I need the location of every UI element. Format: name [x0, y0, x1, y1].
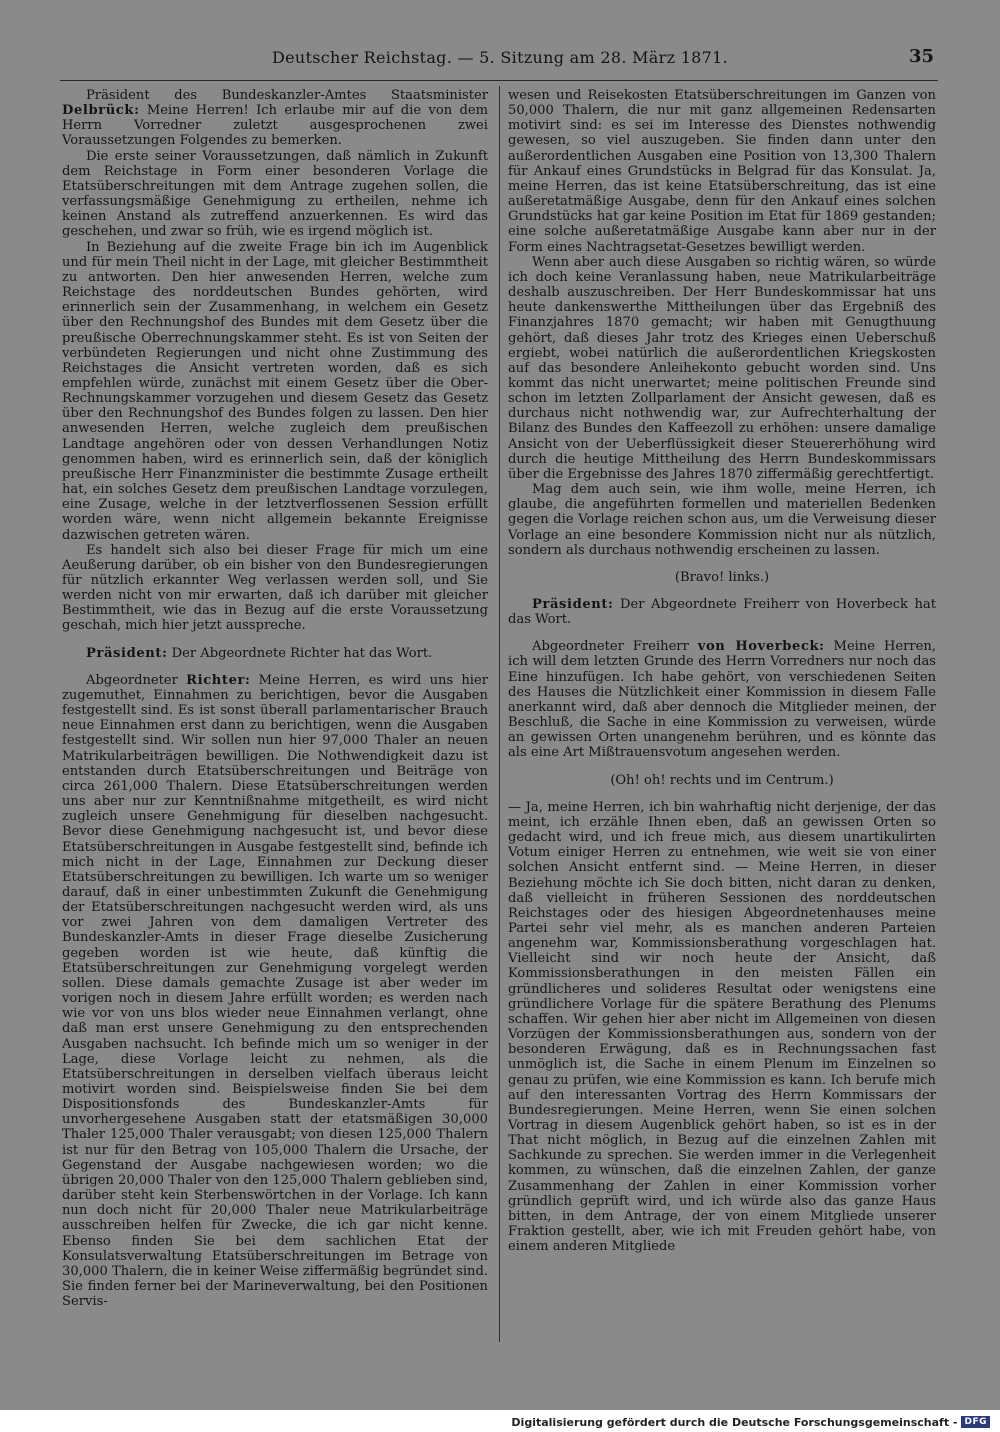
running-header — [60, 46, 940, 76]
paragraph-text: Der Abgeordnete Richter hat das Wort. — [167, 645, 433, 661]
paragraph-text: Es handelt sich also bei dieser Frage für mich um eine Aeußerung darüber, ob ein bisher von den Bundesregierungen für nützlich erkannter Weg verlassen werden soll, und Sie werden nicht von mir erwarten, daß ich darüber mit gleicher Bestimmtheit, wie das in Bezug auf die erste Voraussetzung geschah, mich hier jetzt ausspreche. — [62, 542, 488, 634]
speech-paragraph — [62, 88, 488, 149]
stage-direction — [508, 570, 936, 585]
speaker-name: Richter: — [186, 672, 251, 688]
paragraph — [508, 88, 936, 255]
paragraph-text: — Ja, meine Herren, ich bin wahrhaftig nicht derjenige, der das meint, ich erzähle Ihnen eben, daß an gewissen Orten so gedacht wird, und ich freue mich, aus diesem unartikulirten Votum einiger Herren zu entnehmen, wie weit sie von einer solchen Ansicht entfernt sind. — Meine Herren, in dieser Beziehung möchte ich Sie doch bitten, nicht daran zu denken, daß vielleicht in früheren Sessionen des norddeutschen Reichstages oder des hiesigen Abgeordnetenhauses meine Partei sehr viel mehr, als es manchen anderen Parteien angenehm war, Kommissionsberathung vorgeschlagen hat. Vielleicht sind wir noch heute der Ansicht, daß Kommissionsberathungen in den meisten Fällen ein gründlicheres und solideres Resultat oder wenigstens eine gründlichere Vorlage für die spätere Berathung des Plenums schaffen. Wir gehen hier aber nicht im Allgemeinen von diesen Vorzügen der Kommissionsberathungen aus, sondern von der besonderen Erwägung, daß es in Rechnungssachen fast unmöglich ist, die Sache in einem Plenum im Einzelnen so genau zu prüfen, wie eine Kommission es kann. Ich berufe mich auf den interessanten Vortrag des Herrn Kommissars der Bundesregierungen. Meine Herren, wenn Sie einen solchen Vortrag in diesem Augenblick gehört haben, so ist es in der That nicht möglich, in Bezug auf die einzelnen Zahlen mit Sachkunde zu sprechen. Sie werden immer in die Verlegenheit kommen, zu wünschen, daß die einzelnen Zahlen, der ganze Zusammenhang der Zahlen in einer Kommission vorher gründlich geprüft wird, und ich würde also das ganze Haus bitten, in dem Antrage, der von einem Mitgliede unserer Fraktion gestellt, aber, wie ich mit Freuden gehört habe, von einem anderen Mitgliede — [508, 799, 936, 1255]
paragraph-text: (Bravo! links.) — [674, 569, 770, 585]
paragraph-text: Die erste seiner Voraussetzungen, daß nämlich in Zukunft dem Reichstage in Form einer besonderen Vorlage die Etatsüberschreitungen mit dem Antrage zugehen sollen, die verfassungsmäßige Genehmigung zu ertheilen, nehme ich keinen Anstand als zutreffend anzuerkennen. Es wird das geschehen, und zwar so früh, wie es irgend möglich ist. — [62, 148, 488, 240]
paragraph-text: In Beziehung auf die zweite Frage bin ich im Augenblick und für mein Theil nicht in der Lage, mit gleicher Bestimmtheit zu antworten. Den hier anwesenden Herren, welche zum Reichstage des norddeutschen Bundes gehörten, wird erinnerlich sein der Zusammenhang, in welchem ein Gesetz über den Rechnungshof des Bundes mit dem Gesetz über die preußische Oberrechnungskammer steht. Es ist von Seiten der verbündeten Regierungen und nicht ohne Zustimmung des Reichstages die Ansicht vertreten worden, daß es sich empfehlen würde, zunächst mit einem Gesetz über die Ober-Rechnungskammer vorzugehen und diesem Gesetz das Gesetz über den Rechnungshof des Bundes folgen zu lassen. Den hier anwesenden Herren, welche zugleich dem preußischen Landtage angehören oder von dessen Verhandlungen Notiz genommen haben, wird es erinnerlich sein, daß der königlich preußische Herr Finanzminister die bestimmte Zusage ertheilt hat, ein solches Gesetz dem preußischen Landtage vorzulegen, eine Zusage, welche in der letztverflossenen Session erfüllt worden wäre, wenn nicht allgemein bekannte Ereignisse dazwischen getreten wären. — [62, 239, 488, 543]
header-rule — [60, 80, 938, 81]
left-column — [62, 88, 488, 1309]
speech-paragraph — [62, 673, 488, 1310]
paragraph-text: Meine Herren, ich will dem letzten Grunde des Herrn Vorredners nur noch das Eine hinzufügen. Ich habe gehört, von verschiedenen Seiten des Hauses die Nützlichkeit einer Kommission in diesem Falle anerkannt wird, daß aber dennoch die Mitglieder meinen, der Beschluß, die Sache in eine Kommission zu verweisen, würde an gewissen Orten unangenehm berühren, und es könnte das als eine Art Mißtrauensvotum angesehen werden. — [508, 639, 936, 761]
speaker-name: Präsident: — [86, 645, 168, 661]
paragraph-text: wesen und Reisekosten Etatsüberschreitungen im Ganzen von 50,000 Thalern, die nur mit ganz allgemeinen Redensarten motivirt sind: es sei im Interesse des Dienstes nothwendig gewesen, so viel auszugeben. Sie finden dann unter den außerordentlichen Ausgaben eine Position von 13,300 Thalern für Ankauf eines Grundstücks in Belgrad für das Konsulat. Ja, meine Herren, das ist keine Etatsüberschreitung, das ist eine außeretatmäßige Ausgabe, denn für den Ankauf eines solchen Grundstücks hat gar keine Position im Etat für 1869 gestanden; eine solche außeretatmäßige Ausgabe kann aber nur in der Form eines Nachtragsetat-Gesetzes bewilligt werden. — [508, 88, 936, 255]
right-column — [508, 88, 936, 1254]
speaker-intro: Präsident des Bundeskanzler-Amtes Staatsminister — [86, 88, 488, 103]
paragraph-text: Mag dem auch sein, wie ihm wolle, meine Herren, ich glaube, die angeführten formellen und materiellen Bedenken gegen die Vorlage reichen schon aus, um die Verweisung dieser Vorlage an eine besondere Kommission nicht nur als nützlich, sondern als durchaus nothwendig erscheinen zu lassen. — [508, 482, 936, 558]
speaker-name: Präsident: — [532, 597, 614, 612]
speech-paragraph — [508, 639, 936, 760]
speaker-intro: Abgeordneter — [86, 672, 187, 688]
speaker-name: Delbrück: — [62, 103, 140, 119]
speaker-intro: Abgeordneter Freiherr — [532, 639, 698, 655]
paragraph-text: Der Abgeordnete Freiherr von Hoverbeck hat das Wort. — [508, 597, 936, 628]
paragraph — [62, 543, 488, 634]
digitization-credit — [511, 1412, 990, 1432]
paragraph — [508, 482, 936, 558]
header-title: Deutscher Reichstag. — 5. Sitzung am 28. März 1871. — [271, 48, 729, 67]
dfg-logo: DFG — [961, 1416, 990, 1428]
paragraph-text: Meine Herren, es wird uns hier zugemuthet, Einnahmen zu berichtigen, bevor die Ausgaben festgestellt sind. Es ist sonst überall parlamentarischer Brauch neue Einnahmen erst dann zu berichtigen, wenn die Ausgaben festgestellt sind. Wir sollen nun hier 97,000 Thaler an neuen Matrikularbeiträgen bewilligen. Die Nothwendigkeit dazu ist entstanden durch Etatsüberschreitungen und Beiträge von circa 261,000 Thalern. Diese Etatsüberschreitungen werden uns aber nur zur Kenntnißnahme mitgetheilt, es wird nicht zugleich unsere Genehmigung für dieselben nachgesucht. Bevor diese Genehmigung nachgesucht ist, und bevor diese Etatsüberschreitungen in Ausgabe festgestellt sind, befinde ich mich nicht in der Lage, Einnahmen zur Deckung dieser Etatsüberschreitungen zu bewilligen. Ich warte um so weniger darauf, daß in einer unbestimmten Zukunft die Genehmigung der Etatsüberschreitungen nachgesucht werden wird, als uns vor zwei Jahren von dem damaligen Vertreter des Bundeskanzler-Amts in dieser Frage dieselbe Zusicherung gegeben worden ist wie heute, daß künftig die Etatsüberschreitungen zur Genehmigung vorgelegt werden sollen. Diese damals gemachte Zusage ist aber weder im vorigen noch in diesem Jahre erfüllt worden; es werden nach wie vor von uns blos wieder neue Einnahmen verlangt, ohne daß man erst unsere Genehmigung zu den entsprechenden Ausgaben nachsucht. Ich befinde mich um so weniger in der Lage, diese Vorlage leicht zu nehmen, als die Etatsüberschreitungen in derselben vielfach überaus leicht motivirt worden sind. Beispielsweise finden Sie bei dem Dispositionsfonds des Bundeskanzler-Amts für unvorhergesehene Ausgaben statt der etatsmäßigen 30,000 Thaler 125,000 Thaler verausgabt; von diesen 125,000 Thalern ist nur für den Betrag von 105,000 Thalern die Ursache, der Gegenstand der Ausgabe nachgewiesen worden; wo die übrigen 20,000 Thaler von den 125,000 Thalern geblieben sind, darüber steht kein Sterbenswörtchen in der Vorlage. Ich kann nun doch nicht für 20,000 Thaler neue Matrikularbeiträge ausschreiben helfen für Zwecke, die ich gar nicht kenne. Ebenso finden Sie bei dem sachlichen Etat der Konsulatsverwaltung Etatsüberschreitungen im Betrage von 30,000 Thalern, die in keiner Weise ziffermäßig begründet sind. Sie finden ferner bei der Marineverwaltung, bei den Positionen Servis- — [62, 672, 489, 1310]
paragraph — [62, 240, 488, 543]
paragraph-text: Meine Herren! Ich erlaube mir auf die von dem Herrn Vorredner zuletzt ausgesprochenen zwei Voraussetzungen Folgendes zu bemerken. — [62, 103, 488, 149]
credit-text: Digitalisierung gefördert durch die Deutsche Forschungsgemeinschaft - — [511, 1415, 958, 1429]
paragraph-text: (Oh! oh! rechts und im Centrum.) — [610, 772, 834, 788]
speech-paragraph — [508, 597, 936, 627]
speaker-name: von Hoverbeck: — [697, 639, 825, 655]
column-divider — [499, 86, 500, 1342]
page-number: 35 — [908, 46, 934, 67]
paragraph-text: Wenn aber auch diese Ausgaben so richtig wären, so würde ich doch keine Veranlassung haben, neue Matrikularbeiträge deshalb auszuschreiben. Der Herr Bundeskommissar hat uns heute dankenswerthe Mittheilungen über das Ergebniß des Finanzjahres 1870 gemacht; wir haben mit Genugthuung gehört, daß dieses Jahr trotz des Krieges einen Ueberschuß ergiebt, wobei natürlich die außerordentlichen Kriegskosten auf das besondere Anleihekonto gebucht worden sind. Uns kommt das nicht unerwartet; meine politischen Freunde sind schon im letzten Zollparlament der Ansicht gewesen, daß es durchaus nicht nothwendig war, zur Aufrechterhaltung der Bilanz des Bundes den Kaffeezoll zu erhöhen: unsere damalige Ansicht von der Ueberflüssigkeit dieser Steuererhöhung wird durch die heutige Mittheilung des Herrn Bundeskommissars über die Ergebnisse des Jahres 1870 ziffermäßig gerechtfertigt. — [508, 254, 936, 482]
paragraph — [62, 149, 488, 240]
speech-paragraph — [62, 646, 488, 661]
stage-direction — [508, 773, 936, 788]
paragraph — [508, 255, 936, 482]
paragraph — [508, 800, 936, 1255]
